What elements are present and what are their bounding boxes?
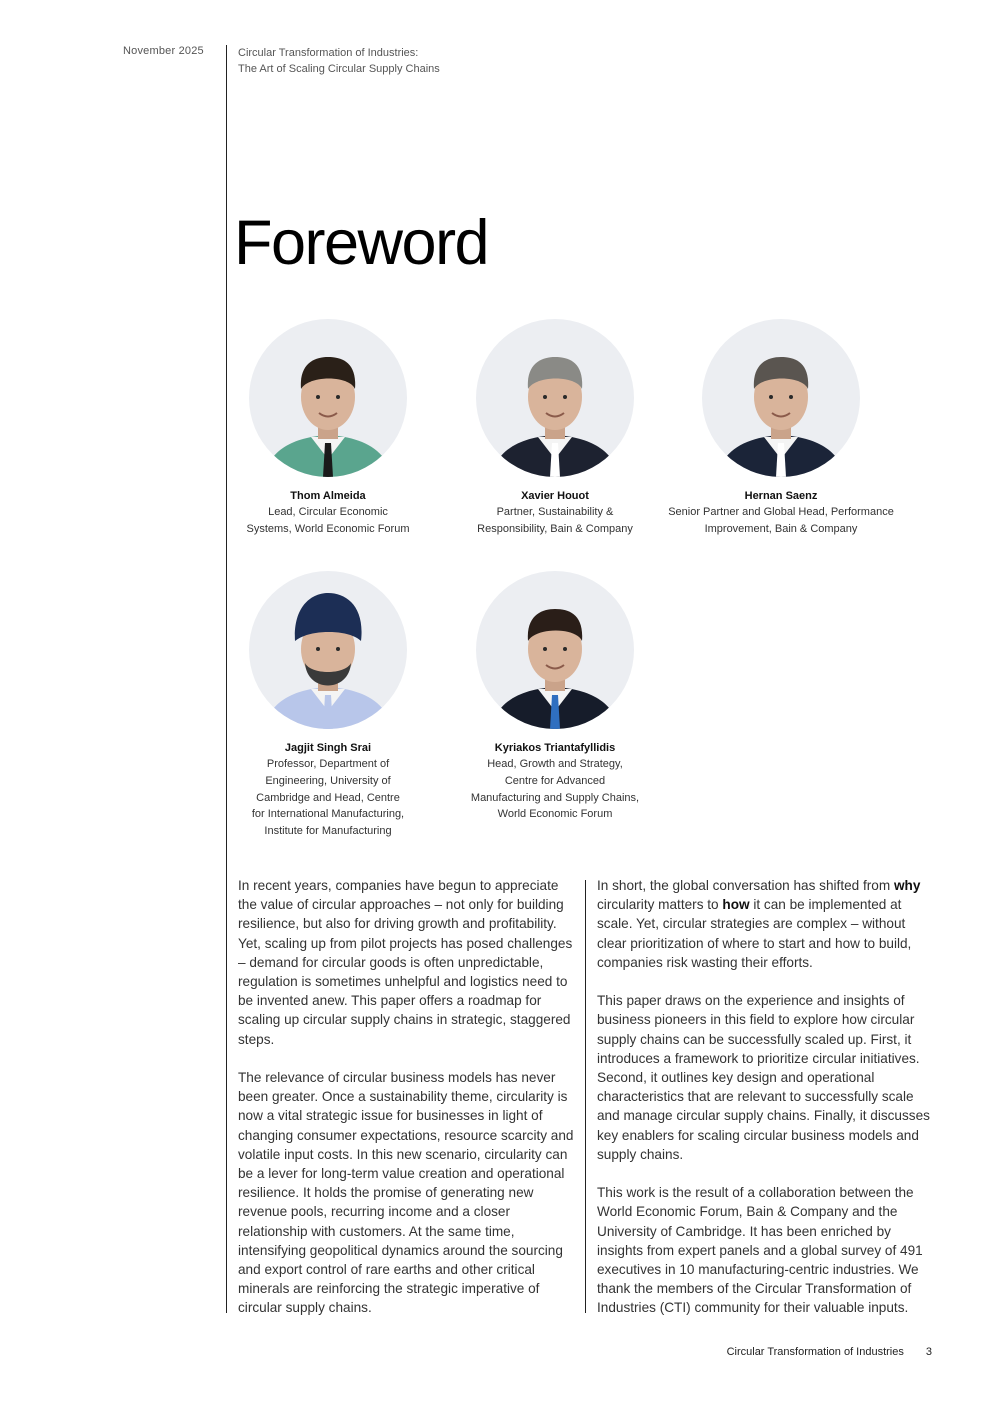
page-footer (727, 1346, 932, 1358)
footer-title: Circular Transformation of Industries (726, 1346, 904, 1358)
eye-shape (543, 395, 547, 399)
person-role-line: Cambridge and Head, Centre (256, 791, 400, 804)
eye-shape (336, 395, 340, 399)
portrait-image (476, 571, 634, 729)
person-role-line: Responsibility, Bain & Company (477, 522, 633, 535)
body-paragraph: The relevance of circular business models has never been greater. Once a sustainability theme, circularity is now a vital strategic issue for businesses in light of changing consumer expectations, resource scarcity and volatile input costs. In this new scenario, circularity can be a lever for long-term value creation and operational resilience. It holds the promise of generating new revenue pools, recurring income and a closer relationship with customers. At the same time, intensifying geopolitical dynamics around the sourcing and export control of rare earths and other critical minerals are reinforcing the strategic imperative of circular supply chains. (238, 1070, 574, 1316)
portrait-image (249, 319, 407, 477)
person-card (208, 571, 448, 840)
report-title (238, 45, 440, 77)
body-paragraph (597, 876, 937, 972)
body-text: circularity matters to (597, 897, 723, 913)
person-role-line: Engineering, University of (265, 774, 391, 787)
person-role (435, 504, 675, 538)
person-role-line: Senior Partner and Global Head, Performance (668, 506, 894, 518)
body-paragraph: This paper draws on the experience and insights of business pioneers in this field to explore how circular supply chains can be successfully scaled up. First, it introduces a framework to prioritize circular initiatives. Second, it outlines key design and operational characteristics that are relevant to successfully scale and manage circular supply chains. Finally, it discusses key enablers for scaling circular business models and supply chains. (597, 993, 930, 1162)
body-text: it can be implemented at scale. Yet, circular strategies are complex – without clear prioritization of where to start and how to build, companies risk wasting their efforts. (597, 897, 912, 970)
person-card (435, 571, 675, 823)
eye-shape (543, 647, 547, 651)
portrait-photo (476, 571, 634, 729)
portrait-image (476, 319, 634, 477)
portrait-photo (476, 319, 634, 477)
person-role-line: Systems, World Economic Forum (246, 522, 410, 535)
person-role (208, 756, 448, 840)
report-title-line2: The Art of Scaling Circular Supply Chains (238, 63, 440, 75)
person-role-line: for International Manufacturing, (251, 808, 405, 821)
person-name: Xavier Houot (521, 490, 589, 502)
body-text: In short, the global conversation has shifted from (597, 878, 894, 893)
person-role-line: Improvement, Bain & Company (704, 522, 858, 535)
portrait-image (702, 319, 860, 477)
body-column-left (238, 876, 580, 1318)
person-role (435, 756, 675, 823)
person-role (208, 504, 448, 538)
portrait-photo (249, 319, 407, 477)
portrait-photo (702, 319, 860, 477)
report-date: November 2025 (123, 45, 204, 57)
eye-shape (563, 395, 567, 399)
person-card (208, 319, 448, 538)
eye-shape (563, 647, 567, 651)
portrait-image (249, 571, 407, 729)
person-role-line: Partner, Sustainability & (496, 506, 614, 518)
person-name: Hernan Saenz (744, 490, 818, 502)
body-column-right (597, 876, 937, 1318)
column-divider (585, 880, 586, 1313)
person-name: Jagjit Singh Srai (284, 742, 372, 754)
body-paragraph: In recent years, companies have begun to appreciate the value of circular approaches – not only for building resilience, but also for driving growth and profitability. Yet, scaling up from pilot projects has posed challenges – demand for circular goods is often unpredictable, regulation is sometimes unhelpful and logistics need to be invented anew. This paper offers a roadmap for scaling up circular supply chains in strategic, staggered steps. (238, 878, 573, 1047)
eye-shape (769, 395, 773, 399)
eye-shape (316, 647, 320, 651)
person-role-line: Lead, Circular Economic (268, 506, 388, 518)
eye-shape (789, 395, 793, 399)
eye-shape (316, 395, 320, 399)
eye-shape (336, 647, 340, 651)
emphasis-how: how (722, 897, 750, 913)
person-name: Kyriakos Triantafyllidis (494, 742, 616, 754)
person-role-line: Manufacturing and Supply Chains, (470, 791, 640, 804)
person-card (435, 319, 675, 538)
body-paragraph: This work is the result of a collaboration between the World Economic Forum, Bain & Company and the University of Cambridge. It has been enriched by insights from expert panels and a global survey of 491 executives in 10 manufacturing-centric industries. We thank the members of the Circular Transformation of Industries (CTI) community for their valuable inputs. (597, 1185, 923, 1316)
page-number: 3 (925, 1346, 932, 1358)
person-role-line: World Economic Forum (497, 808, 613, 821)
person-role-line: Centre for Advanced (504, 774, 606, 787)
person-role-line: Professor, Department of (266, 758, 390, 770)
person-card (661, 319, 901, 538)
page-title: Foreword (234, 208, 489, 278)
person-role (661, 504, 901, 538)
portrait-photo (249, 571, 407, 729)
report-title-line1: Circular Transformation of Industries: (238, 47, 419, 59)
person-role-line: Head, Growth and Strategy, (487, 758, 623, 770)
emphasis-why: why (893, 878, 921, 893)
person-role-line: Institute for Manufacturing (264, 825, 392, 838)
person-name: Thom Almeida (290, 490, 366, 502)
